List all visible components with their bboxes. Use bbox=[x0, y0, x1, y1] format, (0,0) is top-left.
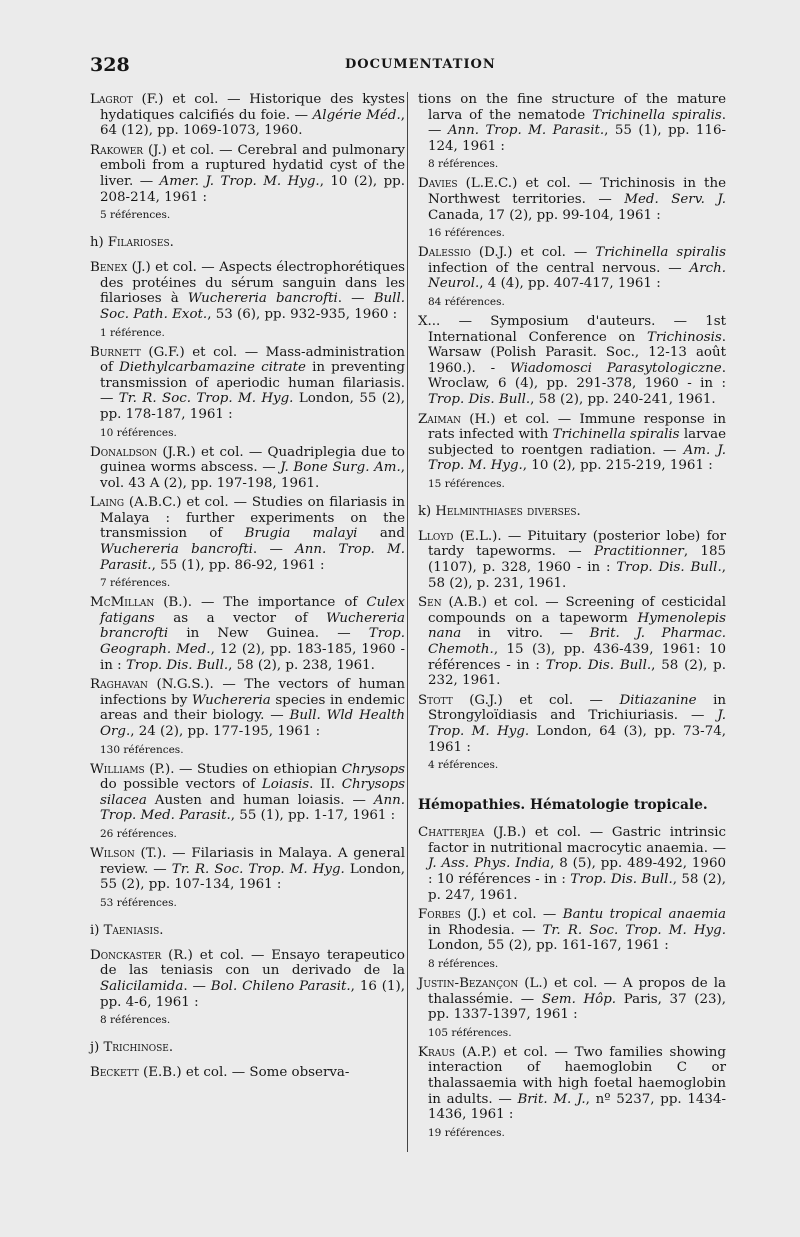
reference-count: 1 référence. bbox=[100, 326, 165, 339]
entry-author: Lagrot bbox=[90, 92, 133, 107]
reference-count: 15 références. bbox=[428, 477, 505, 490]
bibliography-entry bbox=[418, 92, 726, 154]
entry-body: (J.) et col. — Aspects électrophorétiques des protéines du sérum sanguin dans les filarioses à Wuchereria bancrofti. — Bull. Soc. Path. Exot., 53 (6), pp. 932-935, 1960 : bbox=[100, 260, 405, 322]
reference-count: 19 références. bbox=[428, 1126, 505, 1139]
major-section-heading: Hémopathies. Hématologie tropicale. bbox=[418, 797, 708, 814]
entry-body: (L.) et col. — A propos de la thalassémie. — Sem. Hôp. Paris, 37 (23), pp. 1337-1397, 1961 : bbox=[428, 975, 726, 1023]
entry-author: Laing bbox=[90, 495, 125, 511]
entry-author: Forbes bbox=[418, 907, 461, 923]
bibliography-entry bbox=[418, 976, 726, 1023]
entry-author: Beckett bbox=[90, 1065, 139, 1081]
right-column bbox=[418, 92, 726, 1145]
entry-author: Raghavan bbox=[90, 677, 148, 693]
bibliography-entry bbox=[418, 825, 726, 903]
entry-body: (H.) et col. — Immune response in rats infected with Trichinella spiralis larvae subjected to roentgen radiation. — Am. J. Trop. M. Hyg., 10 (2), pp. 215-219, 1961 : bbox=[428, 411, 726, 474]
bibliography-entry bbox=[90, 677, 405, 739]
entry-author: Davies bbox=[418, 176, 458, 192]
bibliography-entry bbox=[418, 595, 726, 689]
entry-author: X... bbox=[418, 313, 441, 329]
entry-body: (F.) et col. — Historique des kystes hydatiques calcifiés du foie. — Algérie Méd., 64 (12), pp. 1069-1073, 1960. bbox=[100, 92, 406, 139]
bibliography-entry bbox=[418, 907, 726, 954]
entry-author: Stott bbox=[418, 692, 453, 708]
reference-count: 130 références. bbox=[100, 743, 184, 756]
entry-body: — Symposium d'auteurs. — 1st International Conference on Trichinosis. Warsaw (Polish Parasit. Soc., 12-13 août 1960.). - Wiadomosci Parasytologiczne. Wroclaw, 6 (4), pp. 291-378, 1960 - in : Trop. Dis. Bull., 58 (2), pp. 240-241, 1961. bbox=[428, 313, 726, 407]
page-number: 328 bbox=[90, 54, 130, 76]
entry-body: (G.J.) et col. — Ditiazanine in Strongyloïdiasis and Trichiuriasis. — J. Trop. M. Hyg. London, 64 (3), pp. 73-74, 1961 : bbox=[428, 692, 726, 755]
bibliography-entry bbox=[90, 1065, 405, 1081]
bibliography-entry bbox=[90, 92, 405, 139]
left-column bbox=[90, 92, 405, 1085]
entry-author: Chatterjea bbox=[418, 825, 485, 841]
bibliography-entry bbox=[418, 529, 726, 591]
entry-body: (N.G.S.). — The vectors of human infections by Wuchereria species in endemic areas and their biology. — Bull. Wld Health Org., 24 (2), pp. 177-195, 1961 : bbox=[100, 677, 405, 739]
entry-body: (D.J.) et col. — Trichinella spiralis infection of the central nervous. — Arch. Neurol., 4 (4), pp. 407-417, 1961 : bbox=[428, 245, 726, 292]
reference-count: 105 références. bbox=[428, 1026, 512, 1039]
bibliography-entry bbox=[90, 143, 405, 205]
column-divider bbox=[407, 92, 408, 1152]
bibliography-entry bbox=[90, 762, 405, 824]
entry-body: (A.B.C.) et col. — Studies on filariasis in Malaya : further experiments on the transmission of Brugia malayi and Wuchereria bancrofti. — Ann. Trop. M. Parasit., 55 (1), pp. 86-92, 1961 : bbox=[100, 495, 406, 573]
entry-body: (P.). — Studies on ethiopian Chrysops do possible vectors of Loiasis. II. Chrysops silacea Austen and human loiasis. — Ann. Trop. Med. Parasit., 55 (1), pp. 1-17, 1961 : bbox=[100, 761, 405, 824]
bibliography-entry bbox=[418, 693, 726, 755]
section-heading: h) Filarioses. bbox=[90, 235, 174, 251]
reference-count: 8 références. bbox=[100, 1014, 171, 1027]
entry-author: Donckaster bbox=[90, 947, 162, 963]
reference-count: 8 références. bbox=[428, 158, 499, 171]
entry-author: Williams bbox=[90, 761, 145, 777]
bibliography-entry bbox=[90, 445, 405, 492]
entry-body: (J.) et col. — Cerebral and pulmonary emboli from a ruptured hydatid cyst of the liver. — Amer. J. Trop. M. Hyg., 10 (2), pp. 208-214, 1961 : bbox=[100, 142, 405, 205]
bibliography-entry bbox=[418, 176, 726, 223]
reference-count: 84 références. bbox=[428, 295, 505, 308]
reference-count: 26 références. bbox=[100, 827, 177, 840]
section-heading: i) Taeniasis. bbox=[90, 922, 164, 938]
entry-body: (L.E.C.) et col. — Trichinosis in the Northwest territories. — Med. Serv. J. Canada, 17 (2), pp. 99-104, 1961 : bbox=[428, 176, 726, 223]
bibliography-entry bbox=[418, 1045, 726, 1123]
entry-author: Zaiman bbox=[418, 411, 461, 427]
bibliography-entry bbox=[90, 260, 405, 322]
bibliography-entry bbox=[418, 314, 726, 408]
entry-author: Justin-Bezançon bbox=[418, 975, 519, 991]
entry-author: Wilson bbox=[90, 845, 135, 861]
entry-body: (G.F.) et col. — Mass-administration of Diethylcarbamazine citrate in preventing transmission of aperiodic human filariasis. — Tr. R. Soc. Trop. M. Hyg. London, 55 (2), pp. 178-187, 1961 : bbox=[100, 344, 405, 422]
entry-body: (J.B.) et col. — Gastric intrinsic factor in nutritional macrocytic anaemia. — J. Ass. Phys. India, 8 (5), pp. 489-492, 1960 : 10 références - in : Trop. Dis. Bull., 58 (2), p. 247, 1961. bbox=[428, 825, 726, 903]
reference-count: 5 références. bbox=[100, 209, 171, 222]
entry-body: (E.B.) et col. — Some observa- bbox=[138, 1065, 350, 1081]
entry-author: Burnett bbox=[90, 344, 141, 360]
entry-author: Benex bbox=[90, 260, 128, 276]
running-head: DOCUMENTATION bbox=[345, 57, 496, 72]
entry-author: Dalessio bbox=[418, 245, 471, 261]
bibliography-entry bbox=[90, 345, 405, 423]
entry-author: Sen bbox=[418, 595, 442, 611]
entry-body: (J.R.) et col. — Quadriplegia due to guinea worms abscess. — J. Bone Surg. Am., vol. 43 A (2), pp. 197-198, 1961. bbox=[100, 444, 405, 491]
section-heading: k) Helminthiases diverses. bbox=[418, 503, 581, 519]
bibliography-entry bbox=[90, 948, 405, 1010]
entry-author: Kraus bbox=[418, 1044, 456, 1060]
bibliography-entry bbox=[90, 846, 405, 893]
entry-author: Donaldson bbox=[90, 444, 158, 460]
bibliography-entry bbox=[90, 495, 405, 573]
entry-body: (R.) et col. — Ensayo terapeutico de las teniasis con un derivado de la Salicilamida. — Bol. Chileno Parasit., 16 (1), pp. 4-6, 1961 : bbox=[100, 947, 405, 1010]
bibliography-entry bbox=[418, 245, 726, 292]
section-heading: j) Trichinose. bbox=[90, 1040, 174, 1056]
reference-count: 16 références. bbox=[428, 227, 505, 240]
entry-body: (A.P.) et col. — Two families showing interaction of haemoglobin C or thalassaemia with high foetal haemoglobin in adults. — Brit. M. J., nº 5237, pp. 1434-1436, 1961 : bbox=[428, 1044, 726, 1123]
bibliography-entry bbox=[90, 595, 405, 673]
entry-body: (J.) et col. — Bantu tropical anaemia in Rhodesia. — Tr. R. Soc. Trop. M. Hyg. London, 55 (2), pp. 161-167, 1961 : bbox=[428, 907, 726, 954]
entry-author: Rakower bbox=[90, 142, 144, 158]
reference-count: 10 références. bbox=[100, 426, 177, 439]
bibliography-entry bbox=[418, 412, 726, 474]
entry-body: (E.L.). — Pituitary (posterior lobe) for tardy tapeworms. — Practitionner, 185 (1107), p. 328, 1960 - in : Trop. Dis. Bull., 58 (2), p. 231, 1961. bbox=[428, 528, 726, 591]
entry-body: (T.). — Filariasis in Malaya. A general review. — Tr. R. Soc. Trop. M. Hyg. London, 55 (2), pp. 107-134, 1961 : bbox=[100, 845, 405, 893]
entry-body: (B.). — The importance of Culex fatigans as a vector of Wuchereria brancrofti in New Guinea. — Trop. Geograph. Med., 12 (2), pp. 183-185, 1960 - in : Trop. Dis. Bull., 58 (2), p. 238, 1961. bbox=[100, 595, 405, 673]
entry-author: McMillan bbox=[90, 595, 155, 611]
entry-body: tions on the fine structure of the mature larva of the nematode Trichinella spiralis. — Ann. Trop. M. Parasit., 55 (1), pp. 116-124, 1961 : bbox=[418, 92, 727, 154]
reference-count: 8 références. bbox=[428, 957, 499, 970]
reference-count: 53 références. bbox=[100, 896, 177, 909]
entry-author: Lloyd bbox=[418, 528, 454, 544]
entry-body: (A.B.) et col. — Screening of cesticidal compounds on a tapeworm Hymenolepis nana in vitro. — Brit. J. Pharmac. Chemoth., 15 (3), pp. 436-439, 1961: 10 références - in : Trop. Dis. Bull., 58 (2), p. 232, 1961. bbox=[428, 595, 727, 689]
reference-count: 7 références. bbox=[100, 577, 171, 590]
reference-count: 4 références. bbox=[428, 759, 499, 772]
